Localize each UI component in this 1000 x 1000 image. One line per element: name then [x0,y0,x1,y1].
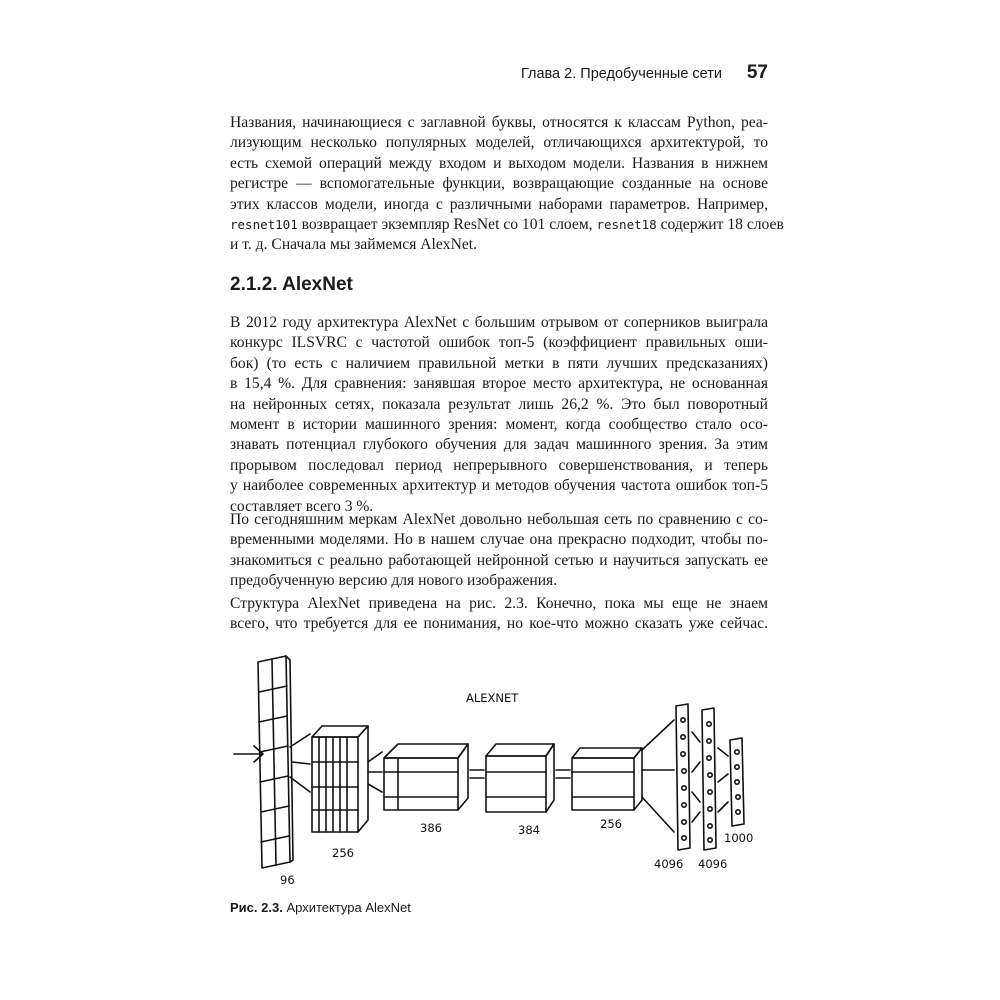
text-line: конкурс ILSVRC с частотой ошибок топ-5 (коэффициент правильных оши- [230,334,768,352]
paragraph-3 [230,510,768,592]
paragraph-1 [230,113,784,256]
text-line: на нейронных сетях, показала результат лишь 26,2 %. Это был поворотный [230,395,768,413]
conv-block-2 [384,744,468,810]
text-line: бок) (то есть с наличием правильной метки в пяти лучших предсказаниях) [230,354,768,372]
text-line: временными моделями. Но в нашем случае она прекрасно подходит, чтобы по- [230,531,768,549]
text-line: Структура AlexNet приведена на рис. 2.3. Конечно, пока мы еще не знаем [230,595,768,612]
fc-layer-2 [702,708,716,850]
text-run: содержит 18 слоев [656,216,784,234]
label-fc-1: 4096 [654,857,684,871]
input-layer [258,656,293,868]
inline-code: resnet101 [230,217,298,233]
text-line [230,215,784,235]
conv-block-3 [486,744,554,812]
conv-block-1 [312,726,368,832]
fc-layer-1 [676,704,690,850]
text-line: прорывом последовал период непрерывного совершенствования, и теперь [230,456,768,474]
label-input: 96 [280,873,295,887]
text-line: этих классов модели, иногда с различными наборами параметров. Например, [230,195,768,213]
conv-block-4 [572,748,642,810]
label-block-3: 384 [518,823,540,837]
alexnet-figure [228,652,768,892]
connection-lines [642,720,674,832]
text-line: момент в истории машинного зрения: момент, когда сообщество стало осо- [230,416,768,434]
text-line: знавать потенциал глубокого обучения для задач машинного зрения. За этим [230,436,768,454]
connection-lines [692,732,700,822]
text-line: всего, что требуется для ее понимания, но кое-что можно сказать уже сейчас. [230,615,768,633]
text-line: и т. д. Сначала мы займемся AlexNet. [230,236,478,254]
running-head: Глава 2. Предобученные сети [520,66,722,82]
inline-code: resnet18 [596,217,657,233]
text-line: В 2012 году архитектура AlexNet с большим отрывом от соперников выиграла [230,314,768,331]
page-header [230,62,768,88]
text-line: Названия, начинающиеся с заглавной буквы, относятся к классам Python, реа- [230,114,768,131]
label-fc-2: 4096 [698,857,728,871]
connection-lines [290,734,310,792]
connection-lines [368,752,382,792]
alexnet-diagram [228,652,768,892]
text-line: в 15,4 %. Для сравнения: занявшая второе место архитектура, не основанная [230,375,768,393]
fc-layer-3 [730,738,744,826]
connection-lines [718,748,728,812]
text-run: возвращает экземпляр ResNet со 101 слоем, [297,216,597,234]
text-line: есть схемой операций между входом и выходом модели. Названия в нижнем [230,154,768,172]
caption-label: Рис. 2.3. [230,900,283,915]
text-line: у наиболее современных архитектур и методов обучения частота ошибок топ-5 [230,477,768,495]
text-line: предобученную версию для нового изображения. [230,572,558,590]
label-block-1: 256 [332,846,354,860]
connection-lines [556,770,570,778]
text-line: лизующим несколько популярных моделей, отличающихся архитектурой, то [230,134,768,152]
input-arrow [234,746,263,762]
text-line: знакомиться с реально работающей нейронной сетью и научиться запускать ее [230,551,768,569]
paragraph-4 [230,594,768,635]
connection-lines [470,770,484,778]
text-line: По сегодняшним меркам AlexNet довольно небольшая сеть по сравнению с со- [230,511,768,528]
paragraph-2 [230,313,768,517]
figure-title: ALEXNET [466,691,519,705]
figure-caption [230,900,411,915]
section-heading: 2.1.2. AlexNet [230,274,353,295]
label-fc-3: 1000 [724,831,754,845]
text-line: составляет всего 3 %. [230,497,374,515]
caption-text: Архитектура AlexNet [286,900,411,915]
text-line: регистре — вспомогательные функции, возвращающие созданные на основе [230,175,768,193]
label-block-2: 386 [420,821,442,835]
page-number: 57 [746,62,768,83]
label-block-4: 256 [600,817,622,831]
